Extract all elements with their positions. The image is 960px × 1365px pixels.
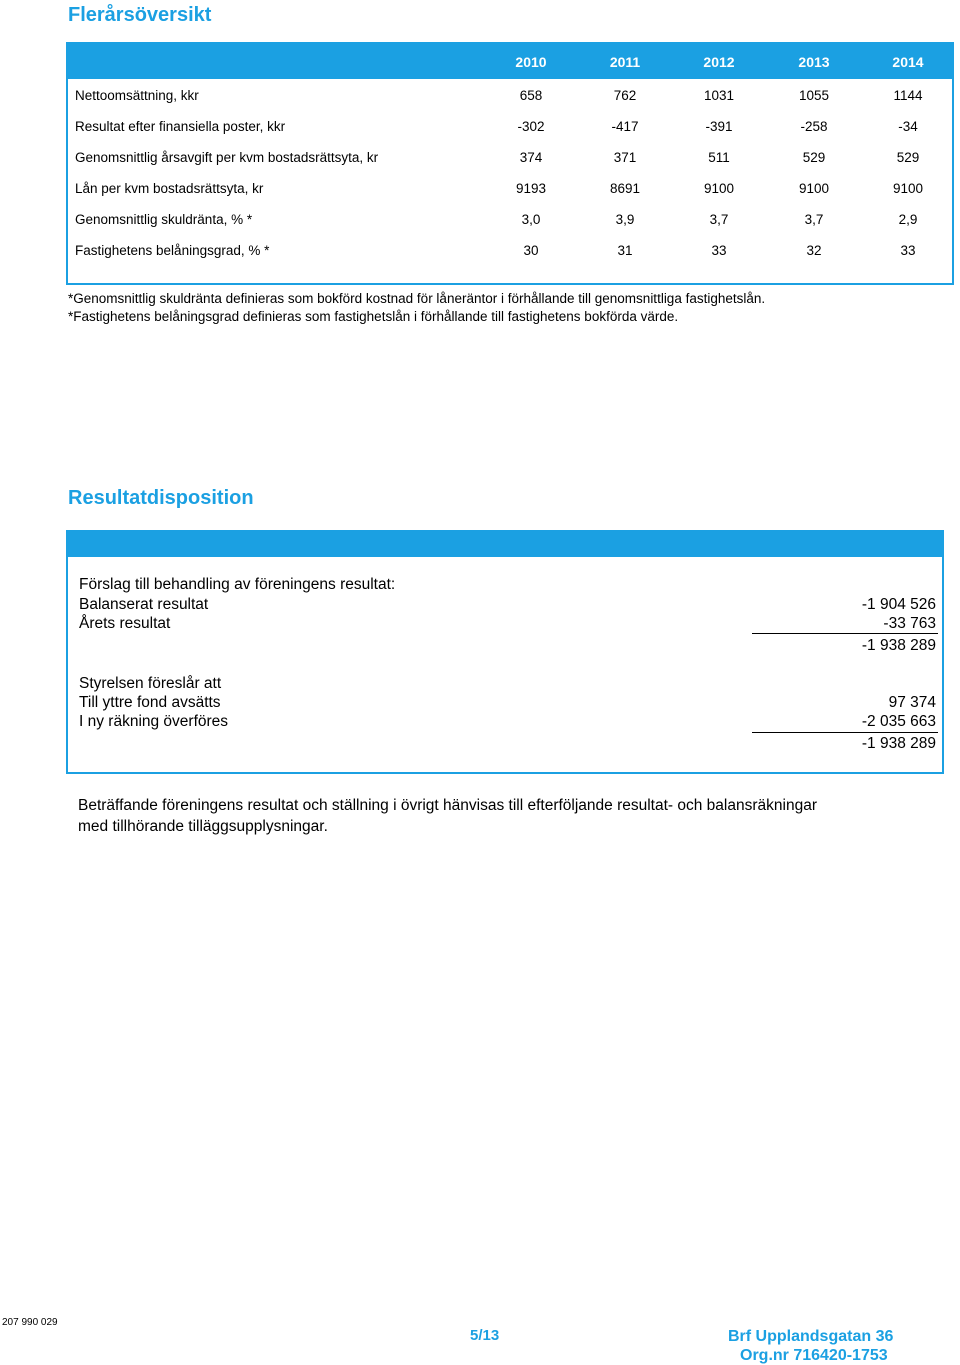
overview-header-row [68, 44, 952, 79]
cell-value: 3,9 [615, 212, 635, 227]
table-row [68, 88, 952, 108]
ny-rakning-value: -2 035 663 [861, 713, 936, 730]
cell-value: 33 [711, 243, 727, 258]
disposition-box [66, 530, 944, 774]
page-number: 5/13 [470, 1327, 500, 1344]
year-header: 2011 [609, 54, 641, 70]
cell-value: 1144 [893, 88, 923, 103]
cell-value: 511 [708, 150, 730, 165]
overview-table [66, 42, 954, 285]
document-number: 207 990 029 [2, 1317, 58, 1328]
overview-title: Flerårsöversikt [68, 4, 212, 26]
row-label: Lån per kvm bostadsrättsyta, kr [75, 181, 264, 196]
cell-value: 9100 [798, 181, 830, 196]
arets-value: -33 763 [883, 615, 936, 632]
cell-value: 1031 [703, 88, 735, 103]
row-label: Genomsnittlig skuldränta, % * [75, 212, 253, 227]
yttre-fond-value: 97 374 [888, 694, 936, 711]
cell-value: 30 [523, 243, 539, 258]
year-header: 2013 [798, 54, 830, 70]
sum-value: -1 938 289 [861, 637, 936, 654]
arets-label: Årets resultat [79, 615, 171, 632]
sum-value: -1 938 289 [861, 735, 936, 752]
cell-value: 3,7 [709, 212, 729, 227]
organization-name: Brf Upplandsgatan 36 [728, 1328, 894, 1345]
paragraph-line: Beträffande föreningens resultat och ställning i övrigt hänvisas till efterföljande resultat- och balansräkningar [78, 797, 817, 814]
cell-value: -258 [800, 119, 828, 134]
table-row [68, 150, 952, 170]
cell-value: 31 [617, 243, 633, 258]
yttre-fond-label: Till yttre fond avsätts [79, 694, 221, 711]
footnote: *Fastighetens belåningsgrad definieras som fastighetslån i förhållande till fastighetens bokförda värde. [68, 309, 679, 324]
reference-paragraph [78, 795, 817, 837]
balanserat-value: -1 904 526 [861, 596, 936, 613]
table-row [68, 212, 952, 232]
paragraph-line: med tillhörande tilläggsupplysningar. [78, 818, 328, 835]
cell-value: 9100 [703, 181, 735, 196]
cell-value: 2,9 [898, 212, 918, 227]
row-label: Nettoomsättning, kkr [75, 88, 199, 103]
cell-value: 9100 [892, 181, 924, 196]
disposition-intro: Förslag till behandling av föreningens resultat: [79, 576, 396, 593]
cell-value: 371 [613, 150, 637, 165]
cell-value: 8691 [609, 181, 641, 196]
organization-number: Org.nr 716420-1753 [740, 1347, 888, 1364]
cell-value: 529 [896, 150, 920, 165]
disposition-header-bar [68, 532, 942, 557]
disposition-title: Resultatdisposition [68, 487, 254, 509]
cell-value: 1055 [798, 88, 830, 103]
sum-underline [752, 732, 938, 733]
cell-value: -391 [705, 119, 733, 134]
table-row [68, 119, 952, 139]
cell-value: -34 [898, 119, 918, 134]
sum-underline [752, 633, 938, 634]
cell-value: -302 [517, 119, 545, 134]
row-label: Fastighetens belåningsgrad, % * [75, 243, 270, 258]
balanserat-label: Balanserat resultat [79, 596, 209, 613]
year-header: 2014 [892, 54, 924, 70]
row-label: Genomsnittlig årsavgift per kvm bostadsrättsyta, kr [75, 150, 379, 165]
table-row [68, 181, 952, 201]
footnote: *Genomsnittlig skuldränta definieras som bokförd kostnad för låneräntor i förhållande till genomsnittliga fastighetslån. [68, 291, 766, 306]
year-header: 2012 [703, 54, 735, 70]
cell-value: 33 [900, 243, 916, 258]
proposal-intro: Styrelsen föreslår att [79, 675, 222, 692]
cell-value: 762 [613, 88, 637, 103]
cell-value: -417 [611, 119, 639, 134]
ny-rakning-label: I ny räkning överföres [79, 713, 229, 730]
table-row [68, 243, 952, 263]
cell-value: 9193 [515, 181, 547, 196]
cell-value: 529 [802, 150, 826, 165]
cell-value: 3,7 [804, 212, 824, 227]
row-label: Resultat efter finansiella poster, kkr [75, 119, 286, 134]
year-header: 2010 [515, 54, 547, 70]
cell-value: 32 [806, 243, 822, 258]
cell-value: 658 [519, 88, 543, 103]
cell-value: 3,0 [521, 212, 541, 227]
overview-notes [68, 290, 765, 326]
cell-value: 374 [519, 150, 543, 165]
